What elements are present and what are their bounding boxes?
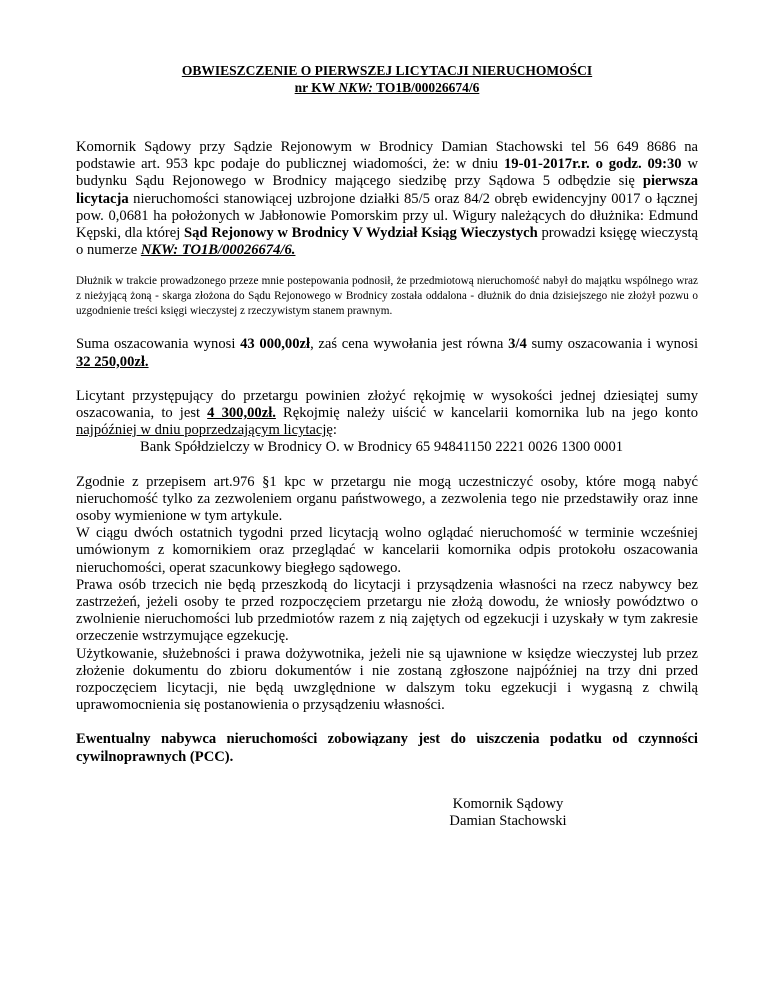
rule-paragraph: W ciągu dwóch ostatnich tygodni przed licytacją wolno oglądać nieruchomość w terminie wcześniej umówionym z komornikiem oraz przeglądać w kancelarii komornika odpis protokołu oszacowania nieruchomości, operat szacunkowy biegłego sądowego. bbox=[76, 525, 698, 576]
title-kw-prefix: nr KW bbox=[294, 80, 339, 95]
rule-paragraph: Użytkowanie, służebności i prawa dożywotnika, jeżeli nie są ujawnione w księdze wieczystej lub przez złożenie dokumentu do zbioru dokumentów i nie zostaną zgłoszone najpóźniej na trzy dni przed rozpoczęciem licytacji, nie będą uwzględnione w dalszym toku egzekucji i wygasną z chwilą uprawomocnienia się postanowienia o przysądzeniu własności. bbox=[76, 645, 698, 714]
starting-price: 32 250,00zł. bbox=[76, 353, 149, 370]
intro-paragraph bbox=[76, 139, 698, 259]
signature-role: Komornik Sądowy bbox=[452, 795, 564, 812]
document-title bbox=[76, 62, 698, 96]
title-line-2 bbox=[76, 79, 698, 96]
title-line-1: OBWIESZCZENIE O PIERWSZEJ LICYTACJI NIERUCHOMOŚCI bbox=[181, 63, 593, 78]
court-name: Sąd Rejonowy w Brodnicy V Wydział Ksiąg Wieczystych bbox=[183, 225, 538, 242]
rules-section bbox=[76, 474, 698, 715]
intro-text-2: w budynku Sądu Rejonowego w Brodnicy mającego siedzibę przy Sądowa 5 odbędzie się bbox=[76, 156, 698, 190]
rule-paragraph: Prawa osób trzecich nie będą przeszkodą do licytacji i przysądzenia własności na rzecz nabywcy bez zastrzeżeń, jeżeli osoby te przed rozpoczęciem przetargu nie złożą dowodu, że wniosły powództwo o zwolnienie nieruchomości lub przedmiotów razem z nią zajętych od egzekucji i uzyskały w tym zakresie orzeczenie wstrzymujące egzekucję. bbox=[76, 576, 698, 645]
intro-text-4: prowadzi księgę wieczystą o numerze bbox=[76, 225, 698, 259]
valuation-sum: 43 000,00zł bbox=[240, 336, 311, 353]
auction-date: 19-01-2017r.r. o godz. 09:30 bbox=[504, 156, 682, 173]
deposit-text-1: Licytant przystępujący do przetargu powinien złożyć rękojmię w wysokości jednej dziesiątej sumy oszacowania, to jest bbox=[76, 387, 698, 422]
bank-account: Bank Spółdzielczy w Brodnicy O. w Brodnicy 65 94841150 2221 0026 1300 0001 bbox=[140, 439, 624, 456]
valuation-text-1: Suma oszacowania wynosi bbox=[76, 336, 241, 353]
debtor-note: Dłużnik w trakcie prowadzonego przeze mnie postepowania podnosił, że przedmiotową nieruchomość nabył do majątku wspólnego wraz z nieżyjącą żoną - skarga złożona do Sądu Rejonowego w Brodnicy została oddalona - dłużnik do dnia dzisiejszego nie złożył pozwu o uzgodnienie treści księgi wieczystej z rzeczywistym stanem prawnym. bbox=[76, 275, 698, 318]
auction-type: pierwsza licytacja bbox=[76, 173, 698, 207]
valuation-text-3: sumy oszacowania i wynosi bbox=[526, 336, 713, 353]
title-kw-number: TO1B/00026674/6 bbox=[372, 80, 480, 95]
deposit-text-2: Rękojmię należy uiścić w kancelarii komornika lub na jego konto bbox=[275, 405, 699, 422]
deposit-deadline: najpóźniej w dniu poprzedzającym licytację bbox=[76, 422, 333, 439]
valuation-text-2: , zaś cena wywołania jest równa bbox=[310, 336, 509, 353]
intro-text-3: nieruchomości stanowiącej uzbrojone działki 85/5 oraz 84/2 obręb ewidencyjny 0017 o łącznej pow. 0,0681 ha położonych w Jabłonowie Pomorskim przy ul. Wigury należących do dłużnika: Edmund Kępski, dla której bbox=[76, 190, 698, 242]
valuation-fraction: 3/4 bbox=[508, 336, 527, 353]
deposit-text-3: : bbox=[332, 422, 337, 439]
kw-number: NKW: TO1B/00026674/6. bbox=[140, 242, 296, 259]
intro-text-1: Komornik Sądowy przy Sądzie Rejonowym w Brodnicy Damian Stachowski tel 56 649 8686 na podstawie art. 953 kpc podaje do publicznej wiadomości, że: w dniu bbox=[76, 139, 698, 173]
rule-paragraph: Zgodnie z przepisem art.976 §1 kpc w przetargu nie mogą uczestniczyć osoby, które mogą nabyć nieruchomość tylko za zezwoleniem organu państwowego, a zezwolenia tego nie przedstawiły oraz inne osoby wymienione w tym artykule. bbox=[76, 473, 698, 525]
title-kw-italic: NKW: bbox=[338, 80, 373, 95]
deposit-paragraph bbox=[76, 388, 698, 440]
signature-block bbox=[438, 796, 578, 830]
deposit-amount: 4 300,00zł. bbox=[207, 405, 276, 422]
tax-note: Ewentualny nabywca nieruchomości zobowiązany jest do uiszczenia podatku od czynności cywilnoprawnych (PCC). bbox=[76, 731, 698, 765]
valuation-paragraph bbox=[76, 336, 713, 370]
signature-name: Damian Stachowski bbox=[449, 813, 567, 830]
